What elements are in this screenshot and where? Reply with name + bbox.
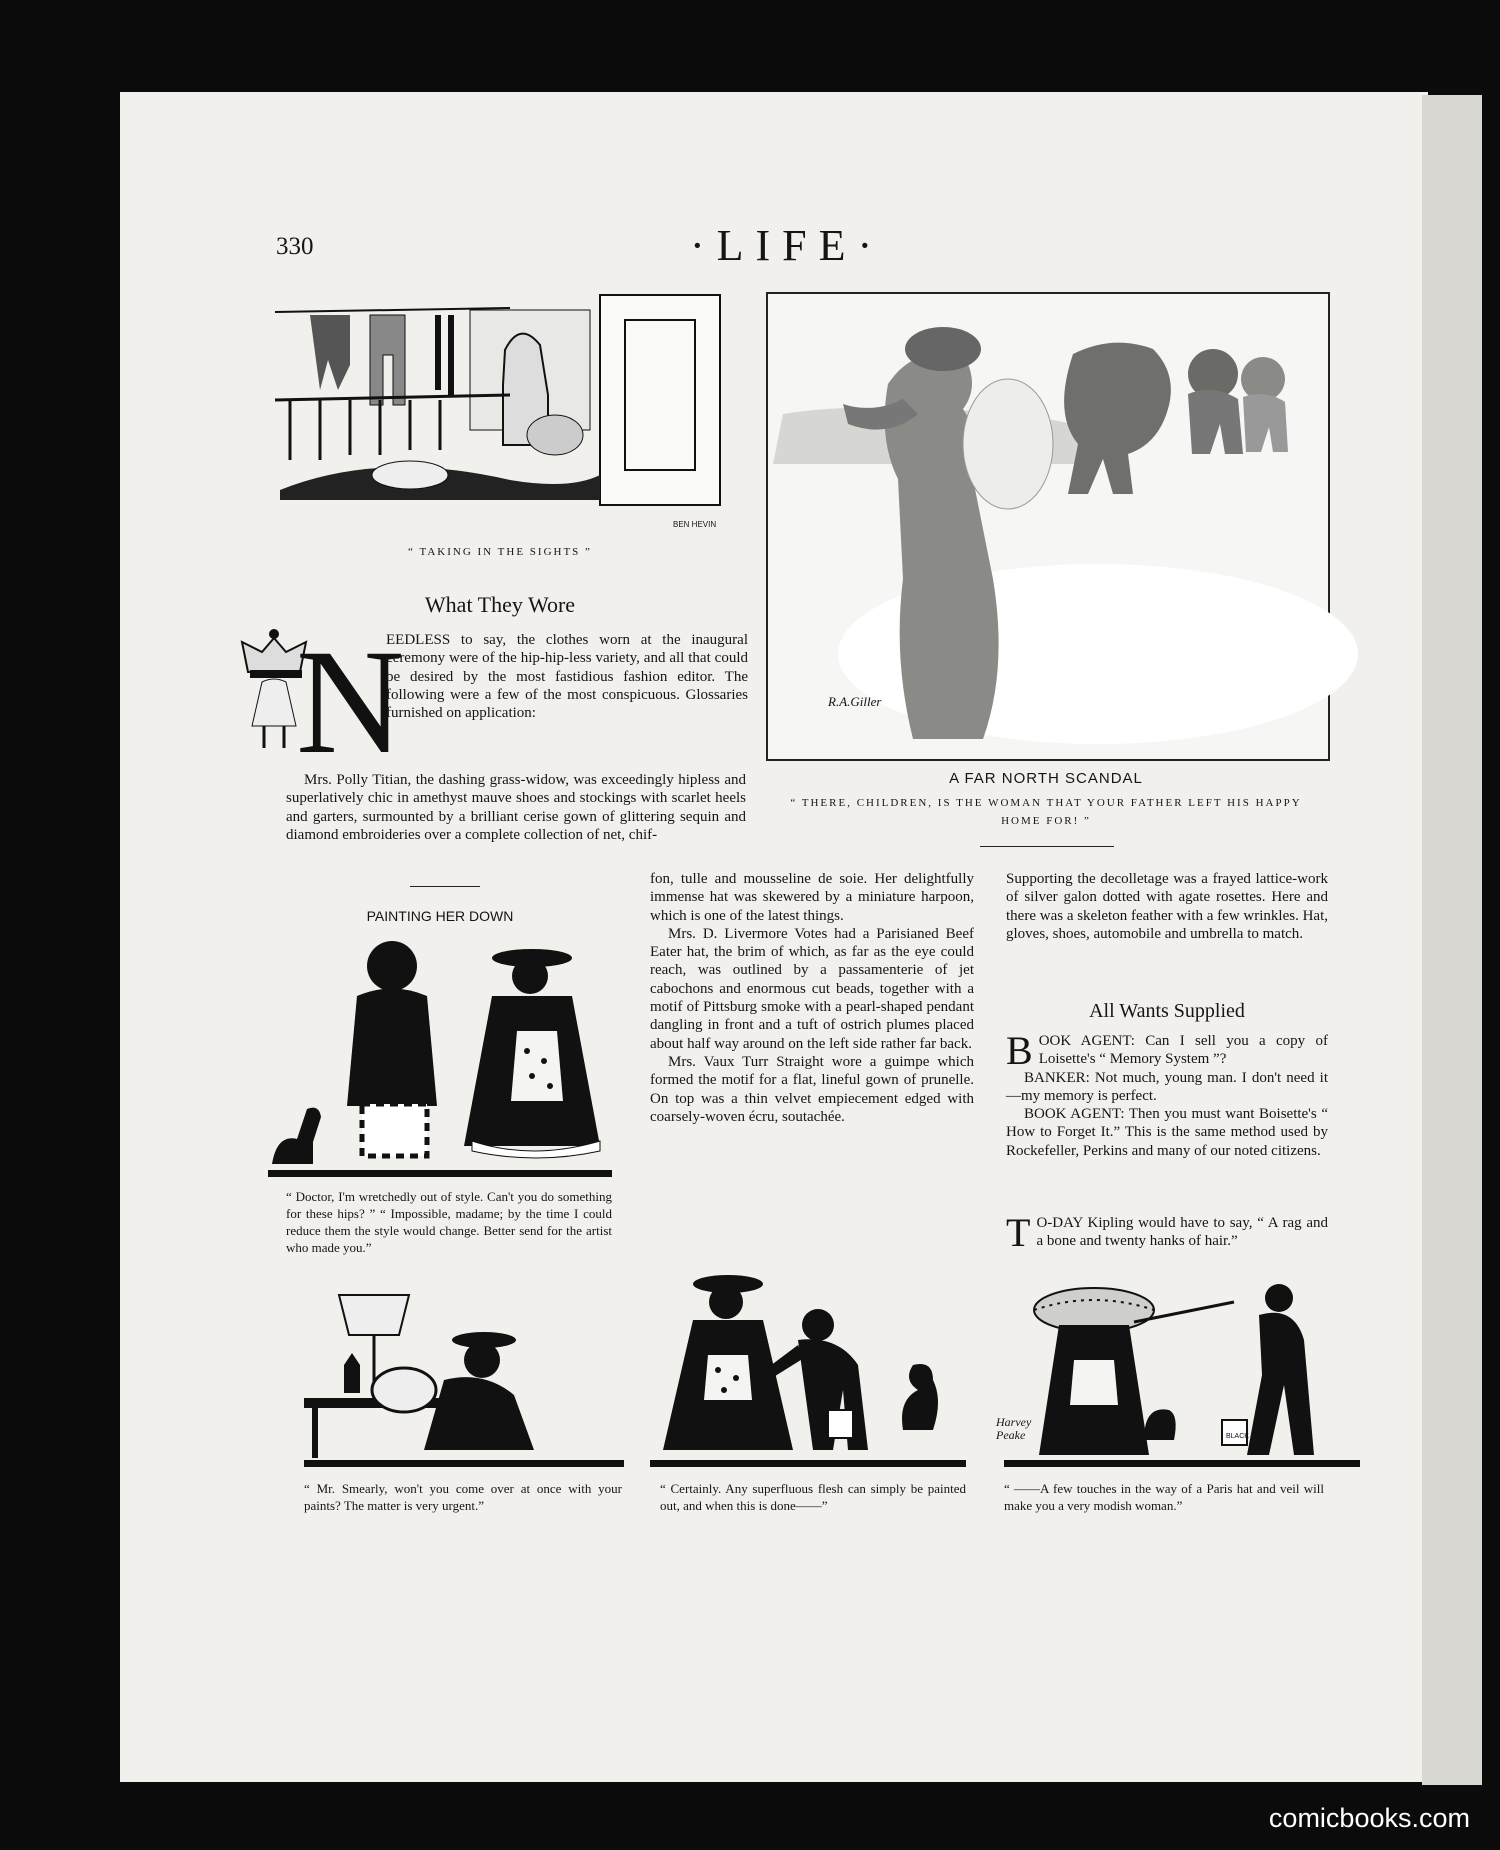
wants-line-3: BOOK AGENT: Then you must want Boisette's “ How to Forget It.” This is the same method used by Rockefeller, Perkins and many of our noted citizens. [1006,1106,1328,1159]
caption-panel-2: “ Mr. Smearly, won't you come over at once with your paints? The matter is very urgent.” [304,1481,622,1513]
next-page-edge [1422,95,1482,1785]
caption-panel-3: “ Certainly. Any superfluous flesh can simply be painted out, and when this is done——” [660,1481,966,1513]
ground-line-4 [1004,1460,1360,1467]
wants-title: All Wants Supplied [1089,1000,1245,1022]
bears-cartoon [766,292,1330,761]
article-column-2 [650,870,974,1126]
column2-paragraph-2: Mrs. D. Livermore Votes had a Parisianed Beef Eater hat, the brim of which, as far as the eye could reach, was outlined by a passamenterie of jet cabochons and enormous cut beads, together with a motif of Pittsburg smoke with a pearl-shaped pendant dangling in front and a tuft of ostrich plumes placed about half way around on the left side rather far back. [650,925,974,1052]
laundry-cartoon [270,290,730,525]
article-paragraph-polly [286,771,746,844]
article-title: What They Wore [424,592,576,617]
cartoon-caption-scandal: “ THERE, CHILDREN, IS THE WOMAN THAT YOUR FATHER LEFT HIS HAPPY HOME FOR! ” [790,797,1302,827]
intro-paragraph: EEDLESS to say, the clothes worn at the inaugural ceremony were of the hip-hip-less variety, and all that could be desired by the most fastidious fashion editor. The following were a few of the most conspicuous. Glossaries furnished on application: [386,632,748,722]
divider-rule [980,846,1114,847]
page-number: 330 [276,233,314,260]
paint-can-label: BLACK [1226,1433,1249,1440]
kipling-text: O-DAY Kipling would have to say, “ A rag and a bone and twenty hanks of hair.” [1036,1215,1328,1250]
column2-paragraph-1: fon, tulle and mousseline de soie. Her delightfully immense hat was skewered by a miniature harpoon, which is one of the latest things. [650,871,974,924]
watermark: comicbooks.com [1268,1803,1470,1833]
silhouette-panel-1 [262,936,618,1178]
column3-paragraph: Supporting the decolletage was a frayed lattice-work of silver galon dotted with agate rosettes. Here and there was a skeleton feather with a few wrinkles. Hat, gloves, shoes, automobile and umbrella to match. [1006,871,1328,942]
ground-line-1 [268,1170,612,1177]
silhouette-panel-4 [1004,1280,1360,1460]
masthead: ·LIFE· [690,221,885,270]
caption-panel-1: “ Doctor, I'm wretchedly out of style. Can't you do something for these hips? ” “ Impossible, madame; by the time I could reduce them the style would change. Better send for the artist who made you.” [286,1189,612,1255]
polly-paragraph: Mrs. Polly Titian, the dashing grass-widow, was exceedingly hipless and superlatively chic in amethyst mauve shoes and stockings with scarlet heels and garters, surmounted by a brilliant cerise gown of glittering sequin and diamond embroideries over a complete collection of net, chif- [286,772,746,843]
drop-cap-t: T [1006,1210,1031,1255]
article-intro [386,631,748,722]
drop-cap-illustration [234,619,405,785]
drop-cap-n: N [296,619,405,785]
silhouette-panel-2 [304,1290,624,1460]
cartoon-caption: “ TAKING IN THE SIGHTS ” [408,546,592,558]
painting-title: PAINTING HER DOWN [366,908,514,924]
artist-signature: Harvey Peake [996,1415,1032,1442]
kipling-note [1006,1210,1328,1255]
wants-line-2: BANKER: Not much, young man. I don't need it—my memory is perfect. [1006,1069,1328,1104]
drop-cap-b: B [1006,1028,1033,1073]
divider-rule-left [410,886,480,887]
wants-story [1006,1028,1328,1160]
svg-text:R.A.Giller: R.A.Giller [828,694,882,709]
caption-panel-4: “ ——A few touches in the way of a Paris hat and veil will make you a very modish woman.” [1004,1481,1324,1513]
wants-line-1: OOK AGENT: Can I sell you a copy of Loisette's “ Memory System ”? [1038,1033,1328,1068]
silhouette-panel-3 [648,1270,966,1460]
cartoon-signature: BEN HEVIN [673,520,717,529]
article-column-3 [1006,870,1328,943]
ground-line-3 [650,1460,966,1467]
ground-line-2 [304,1460,624,1467]
cartoon-title: A FAR NORTH SCANDAL [949,770,1143,787]
column2-paragraph-3: Mrs. Vaux Turr Straight wore a guimpe which formed the motif for a flat, lineful gown of prunelle. On top was a thin velvet empiecement edged with coarsely-woven écru, soutachée. [650,1053,974,1125]
